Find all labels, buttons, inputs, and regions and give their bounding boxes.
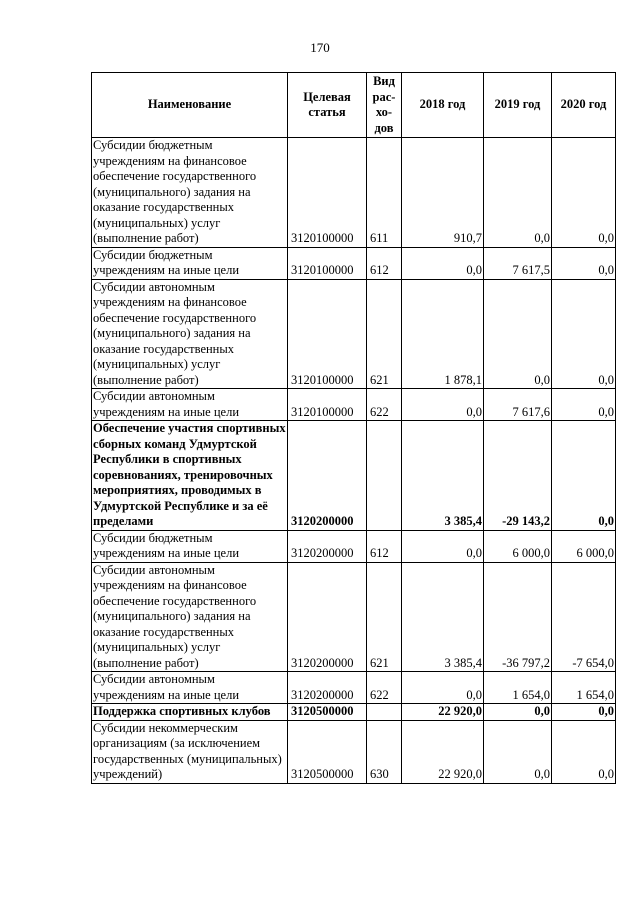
cell-name: Субсидии автономным учреждениям на иные цели [92, 672, 288, 704]
cell-target-article: 3120100000 [288, 389, 367, 421]
cell-2019: 1 654,0 [484, 672, 552, 704]
cell-expense-type: 630 [367, 720, 402, 783]
cell-2020: -7 654,0 [552, 562, 616, 672]
table-row [92, 138, 616, 248]
cell-2019: 0,0 [484, 720, 552, 783]
table-row [92, 720, 616, 783]
table-row [92, 562, 616, 672]
cell-2019: -36 797,2 [484, 562, 552, 672]
budget-table [91, 72, 616, 784]
cell-2018: 22 920,0 [402, 720, 484, 783]
cell-name: Поддержка спортивных клубов [92, 704, 288, 721]
cell-expense-type: 612 [367, 247, 402, 279]
cell-2019: 7 617,5 [484, 247, 552, 279]
cell-2020: 0,0 [552, 389, 616, 421]
cell-expense-type: 612 [367, 530, 402, 562]
table-row [92, 530, 616, 562]
cell-target-article: 3120100000 [288, 247, 367, 279]
cell-2019: 7 617,6 [484, 389, 552, 421]
cell-2018: 0,0 [402, 389, 484, 421]
cell-2020: 0,0 [552, 720, 616, 783]
cell-2018: 3 385,4 [402, 562, 484, 672]
cell-2018: 910,7 [402, 138, 484, 248]
cell-target-article: 3120500000 [288, 720, 367, 783]
cell-target-article: 3120200000 [288, 672, 367, 704]
cell-target-article: 3120100000 [288, 279, 367, 389]
cell-target-article: 3120200000 [288, 530, 367, 562]
cell-2018: 3 385,4 [402, 421, 484, 531]
table-row [92, 279, 616, 389]
cell-2019: -29 143,2 [484, 421, 552, 531]
cell-target-article: 3120200000 [288, 562, 367, 672]
header-2020: 2020 год [552, 73, 616, 138]
cell-name: Субсидии бюджетным учреждениям на иные цели [92, 247, 288, 279]
cell-2020: 0,0 [552, 247, 616, 279]
cell-expense-type: 621 [367, 279, 402, 389]
cell-name: Субсидии бюджетным учреждениям на финансовое обеспечение государственного (муниципального) задания на оказание государственных (муниципальных) услуг (выполнение работ) [92, 138, 288, 248]
cell-2020: 0,0 [552, 704, 616, 721]
header-target-article: Целевая статья [288, 73, 367, 138]
cell-2019: 0,0 [484, 279, 552, 389]
cell-expense-type: 622 [367, 389, 402, 421]
table-row [92, 704, 616, 721]
header-2018: 2018 год [402, 73, 484, 138]
cell-2019: 6 000,0 [484, 530, 552, 562]
table-row [92, 247, 616, 279]
cell-name: Субсидии автономным учреждениям на финансовое обеспечение государственного (муниципального) задания на оказание государственных (муниципальных) услуг (выполнение работ) [92, 279, 288, 389]
cell-target-article: 3120500000 [288, 704, 367, 721]
header-expense-type: Вид рас-хо-дов [367, 73, 402, 138]
table-row [92, 389, 616, 421]
cell-name: Субсидии некоммерческим организациям (за исключением государственных (муниципальных) учреждений) [92, 720, 288, 783]
cell-2018: 1 878,1 [402, 279, 484, 389]
cell-target-article: 3120200000 [288, 421, 367, 531]
table-row [92, 421, 616, 531]
cell-expense-type [367, 704, 402, 721]
cell-2019: 0,0 [484, 138, 552, 248]
cell-name: Субсидии автономным учреждениям на иные цели [92, 389, 288, 421]
cell-2018: 0,0 [402, 530, 484, 562]
cell-2020: 1 654,0 [552, 672, 616, 704]
cell-2020: 0,0 [552, 279, 616, 389]
cell-name: Субсидии бюджетным учреждениям на иные цели [92, 530, 288, 562]
header-2019: 2019 год [484, 73, 552, 138]
table-header-row [92, 73, 616, 138]
cell-name: Обеспечение участия спортивных сборных команд Удмуртской Республики в спортивных соревнованиях, тренировочных мероприятиях, проводимых в Удмуртской Республике и за её пределами [93, 421, 286, 528]
cell-2019: 0,0 [484, 704, 552, 721]
cell-expense-type: 621 [367, 562, 402, 672]
cell-expense-type: 611 [367, 138, 402, 248]
cell-2020: 0,0 [552, 138, 616, 248]
cell-expense-type: 622 [367, 672, 402, 704]
cell-2020: 0,0 [552, 421, 616, 531]
cell-2018: 0,0 [402, 247, 484, 279]
table-row [92, 672, 616, 704]
cell-2018: 22 920,0 [402, 704, 484, 721]
table-body [92, 138, 616, 784]
cell-expense-type [367, 421, 402, 531]
header-name: Наименование [92, 73, 288, 138]
cell-name: Субсидии автономным учреждениям на финансовое обеспечение государственного (муниципального) задания на оказание государственных (муниципальных) услуг (выполнение работ) [92, 562, 288, 672]
cell-target-article: 3120100000 [288, 138, 367, 248]
cell-2018: 0,0 [402, 672, 484, 704]
cell-2020: 6 000,0 [552, 530, 616, 562]
page-number: 170 [310, 40, 330, 55]
